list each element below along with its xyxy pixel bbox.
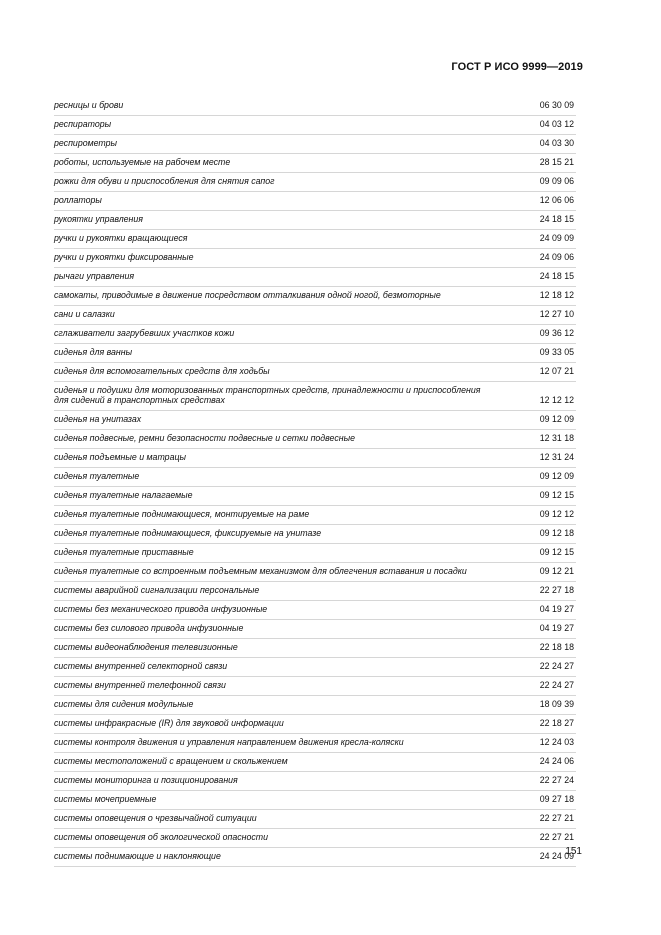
index-entry-term: системы без механического привода инфузионные	[54, 604, 268, 614]
index-entry-term: сиденья для ванны	[54, 347, 133, 357]
index-entry-term: сиденья туалетные налагаемые	[54, 490, 193, 500]
index-entry-row	[54, 772, 576, 791]
index-entry-row	[54, 696, 576, 715]
index-entry-row	[54, 382, 576, 411]
index-entry-code: 09 12 09	[539, 414, 574, 424]
index-entry-row	[54, 601, 576, 620]
index-entry-row	[54, 468, 576, 487]
index-entry-term: сиденья туалетные со встроенным подъемным механизмом для облегчения вставания и посадки	[54, 566, 467, 576]
index-entry-row	[54, 544, 576, 563]
index-entry-code: 22 24 27	[539, 661, 574, 671]
index-entry-row	[54, 791, 576, 810]
index-entry-row	[54, 677, 576, 696]
index-entry-term: ручки и рукоятки вращающиеся	[54, 233, 188, 243]
index-entry-term: системы контроля движения и управления направлением движения кресла-коляски	[54, 737, 404, 747]
index-entry-code: 22 24 27	[539, 680, 574, 690]
index-entry-term: самокаты, приводимые в движение посредством отталкивания одной ногой, безмоторные	[54, 290, 441, 300]
index-entry-term: системы оповещения об экологической опасности	[54, 832, 268, 842]
index-entry-code: 22 18 27	[539, 718, 574, 728]
index-entry-code: 09 12 15	[539, 490, 574, 500]
index-entry-code: 09 12 09	[539, 471, 574, 481]
index-entry-term: рукоятки управления	[54, 214, 143, 224]
index-entry-code: 24 24 06	[539, 756, 574, 766]
index-entry-code: 24 09 06	[539, 252, 574, 262]
index-entry-term: роллаторы	[54, 195, 102, 205]
index-entry-code: 04 03 12	[539, 119, 574, 129]
index-entry-row	[54, 135, 576, 154]
index-entry-term: респирометры	[54, 138, 118, 148]
index-entry-term: сиденья подъемные и матрацы	[54, 452, 186, 462]
index-entry-row	[54, 411, 576, 430]
index-entry-term: роботы, используемые на рабочем месте	[54, 157, 231, 167]
index-entry-row	[54, 848, 576, 867]
index-entry-term: системы без силового привода инфузионные	[54, 623, 244, 633]
index-entry-row	[54, 449, 576, 468]
index-entry-code: 24 24 09	[539, 851, 574, 861]
index-entry-code: 09 27 18	[539, 794, 574, 804]
index-entry-row	[54, 506, 576, 525]
index-entry-row	[54, 582, 576, 601]
index-entry-code: 12 07 21	[539, 366, 574, 376]
index-entry-code: 24 18 15	[539, 271, 574, 281]
index-entry-row	[54, 810, 576, 829]
index-entry-row	[54, 249, 576, 268]
index-entry-term: системы поднимающие и наклоняющие	[54, 851, 221, 861]
index-entry-code: 24 09 09	[539, 233, 574, 243]
index-entry-code: 09 12 15	[539, 547, 574, 557]
index-entry-row	[54, 192, 576, 211]
index-entry-row	[54, 715, 576, 734]
index-entry-term: ручки и рукоятки фиксированные	[54, 252, 194, 262]
index-entry-code: 12 06 06	[539, 195, 574, 205]
index-entry-row	[54, 620, 576, 639]
index-entry-term: респираторы	[54, 119, 112, 129]
index-entry-term: сани и салазки	[54, 309, 115, 319]
index-entry-term: системы внутренней селекторной связи	[54, 661, 228, 671]
index-entry-code: 12 12 12	[539, 395, 574, 405]
index-entry-term: системы оповещения о чрезвычайной ситуации	[54, 813, 257, 823]
index-entry-term: системы инфракрасные (IR) для звуковой информации	[54, 718, 284, 728]
index-entry-code: 18 09 39	[539, 699, 574, 709]
index-entry-term: сиденья на унитазах	[54, 414, 142, 424]
index-entry-code: 09 09 06	[539, 176, 574, 186]
index-entry-code: 09 12 18	[539, 528, 574, 538]
index-entry-row	[54, 268, 576, 287]
index-entry-code: 09 12 12	[539, 509, 574, 519]
index-entry-term: рычаги управления	[54, 271, 135, 281]
index-entry-code: 22 27 21	[539, 813, 574, 823]
page-number: 151	[565, 846, 582, 857]
index-entry-row	[54, 829, 576, 848]
index-entry-row	[54, 639, 576, 658]
index-entries-list	[54, 97, 576, 867]
index-entry-row	[54, 306, 576, 325]
index-entry-term: сиденья туалетные приставные	[54, 547, 194, 557]
index-entry-term: сиденья туалетные поднимающиеся, фиксируемые на унитазе	[54, 528, 322, 538]
index-entry-code: 04 19 27	[539, 623, 574, 633]
index-entry-code: 09 12 21	[539, 566, 574, 576]
index-entry-code: 12 31 24	[539, 452, 574, 462]
index-entry-term: системы местоположений с вращением и скольжением	[54, 756, 288, 766]
index-entry-code: 12 18 12	[539, 290, 574, 300]
index-entry-row	[54, 211, 576, 230]
index-entry-row	[54, 173, 576, 192]
index-entry-term: системы внутренней телефонной связи	[54, 680, 226, 690]
index-entry-term: системы для сидения модульные	[54, 699, 194, 709]
index-entry-code: 04 19 27	[539, 604, 574, 614]
index-entry-code: 12 27 10	[539, 309, 574, 319]
index-entry-code: 24 18 15	[539, 214, 574, 224]
index-entry-code: 28 15 21	[539, 157, 574, 167]
index-entry-code: 22 27 18	[539, 585, 574, 595]
index-entry-code: 12 31 18	[539, 433, 574, 443]
index-entry-code: 22 27 21	[539, 832, 574, 842]
index-entry-row	[54, 734, 576, 753]
index-entry-code: 22 27 24	[539, 775, 574, 785]
index-entry-row	[54, 658, 576, 677]
index-entry-code: 09 33 05	[539, 347, 574, 357]
index-entry-code: 12 24 03	[539, 737, 574, 747]
index-entry-code: 22 18 18	[539, 642, 574, 652]
index-entry-row	[54, 363, 576, 382]
index-entry-row	[54, 97, 576, 116]
index-entry-code: 04 03 30	[539, 138, 574, 148]
index-entry-term: сиденья и подушки для моторизованных транспортных средств, принадлежности и приспособления для сидений в транспортных средствах	[54, 385, 481, 405]
index-entry-term: сиденья туалетные поднимающиеся, монтируемые на раме	[54, 509, 310, 519]
index-entry-code: 06 30 09	[539, 100, 574, 110]
document-header-title: ГОСТ Р ИСО 9999—2019	[451, 61, 583, 73]
index-entry-row	[54, 487, 576, 506]
index-entry-term: сиденья подвесные, ремни безопасности подвесные и сетки подвесные	[54, 433, 355, 443]
index-entry-term: сглаживатели загрубевших участков кожи	[54, 328, 235, 338]
index-entry-row	[54, 430, 576, 449]
index-entry-term: системы мониторинга и позиционирования	[54, 775, 238, 785]
index-entry-term: сиденья туалетные	[54, 471, 140, 481]
index-entry-row	[54, 753, 576, 772]
index-entry-row	[54, 344, 576, 363]
index-entry-code: 09 36 12	[539, 328, 574, 338]
index-entry-row	[54, 154, 576, 173]
index-entry-row	[54, 525, 576, 544]
index-entry-row	[54, 563, 576, 582]
index-entry-term: сиденья для вспомогательных средств для ходьбы	[54, 366, 270, 376]
index-entry-term: системы мочеприемные	[54, 794, 157, 804]
index-entry-term: системы видеонаблюдения телевизионные	[54, 642, 238, 652]
index-entry-row	[54, 116, 576, 135]
index-entry-term: системы аварийной сигнализации персональные	[54, 585, 260, 595]
index-entry-row	[54, 287, 576, 306]
index-entry-row	[54, 325, 576, 344]
index-entry-term: рожки для обуви и приспособления для снятия сапог	[54, 176, 275, 186]
index-entry-term: ресницы и брови	[54, 100, 124, 110]
index-entry-row	[54, 230, 576, 249]
